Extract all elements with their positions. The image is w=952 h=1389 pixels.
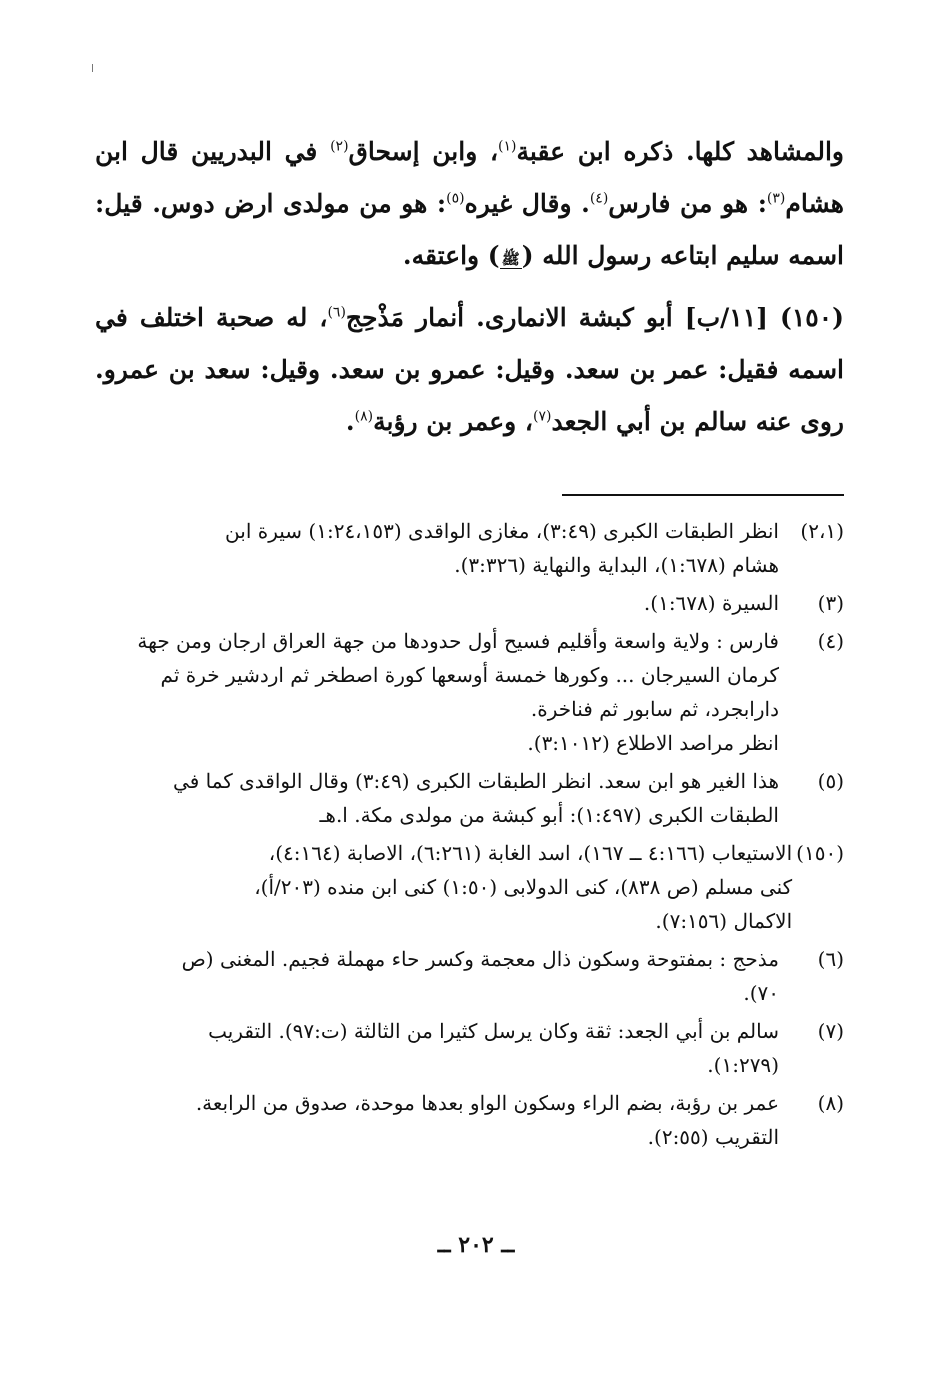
footnote-ref-4: (٤) xyxy=(589,190,609,207)
footnote-line: عمر بن رؤبة، بضم الراء وسكون الواو بعدها موحدة، صدوق من الرابعة. xyxy=(195,1091,779,1115)
footnote-line: السيرة (١:٦٧٨). xyxy=(643,591,779,615)
footnote-line: كرمان السيرجان ... وكورها خمسة أوسعها كورة اصطخر ثم اردشير خرة ثم xyxy=(160,663,779,687)
footnote-ref-5: (٥) xyxy=(446,190,465,207)
footnote-item xyxy=(95,586,844,620)
footnote-item xyxy=(95,1014,844,1082)
footnote-number: (٢،١) xyxy=(800,519,844,543)
footnote-line: التقريب (٢:٥٥). xyxy=(647,1125,779,1149)
footnote-line: انظر الطبقات الكبرى (٣:٤٩)، مغازى الواقدى (١:٢٤،١٥٣) سيرة ابن xyxy=(225,519,779,543)
footnote-separator xyxy=(562,494,844,496)
text-run: ، وابن إسحاق xyxy=(348,137,499,166)
footnote-number: (٤) xyxy=(817,629,844,653)
footnote-ref-3: (٣) xyxy=(766,190,786,207)
text-run: ) واعتقه. xyxy=(402,241,500,270)
footnote-number: (٥) xyxy=(817,769,844,793)
footnote-item xyxy=(95,1086,844,1154)
footnote-item xyxy=(95,836,844,938)
footnote-line: هشام (١:٦٧٨)، البداية والنهاية (٣:٣٢٦). xyxy=(454,553,779,577)
footnote-ref-1: (١) xyxy=(498,138,517,155)
footnote-line: هذا الغير هو ابن سعد. انظر الطبقات الكبرى (٣:٤٩) وقال الواقدى كما في xyxy=(173,769,779,793)
salawat-seal-icon: ﷺ xyxy=(501,250,520,268)
footnote-line: انظر مراصد الاطلاع (٣:١٠١٢). xyxy=(527,731,779,755)
text-run: . وقال غيره xyxy=(464,189,590,218)
text-run: : هو من مولدى ارض دوس. قيل: اسمه سليم ابتاعه رسول الله ( xyxy=(95,189,844,270)
footnote-text xyxy=(95,1086,779,1154)
footnote-ref-2: (٢) xyxy=(330,138,349,155)
footnote-item xyxy=(95,514,844,582)
text-run: ، له صحبة اختلف في اسمه فقيل: عمر بن سعد. وقيل: عمرو بن سعد. وقيل: سعد بن عمرو. روى عنه سالم بن أبي الجعد xyxy=(95,303,844,436)
footnote-number: (٣) xyxy=(817,591,844,615)
page-number: ــ ٢٠٢ ــ xyxy=(437,1232,515,1258)
footnote-ref-6: (٦) xyxy=(327,304,346,321)
footnote-number: (٨) xyxy=(817,1091,844,1115)
text-run: في البدريين قال ابن هشام xyxy=(95,137,844,218)
footnote-number: (١٥٠) xyxy=(796,841,844,865)
text-run: . xyxy=(345,407,355,436)
main-paragraph-2 xyxy=(95,292,844,448)
footnote-item xyxy=(95,942,844,1010)
footnote-text xyxy=(95,942,779,1010)
footnote-ref-8: (٨) xyxy=(354,408,374,425)
footnote-text xyxy=(95,764,779,832)
text-run: (١٥٠) [١١/ب] أبو كبشة الانمارى. أنمار مَذْحِج xyxy=(345,303,844,332)
text-run: ، وعمر بن رؤبة xyxy=(373,407,533,436)
footnote-ref-7: (٧) xyxy=(533,408,552,425)
footnote-line: كنى مسلم (ص ٨٣٨)، كنى الدولابى (١:٥٠) كنى ابن منده (٢٠٣/أ)، xyxy=(254,875,793,899)
footnote-item xyxy=(95,764,844,832)
footnote-text xyxy=(95,586,779,620)
text-run: : هو من فارس xyxy=(608,189,767,218)
footnote-line: ٧٠). xyxy=(743,981,779,1005)
main-paragraph-1 xyxy=(95,126,844,282)
footnote-text xyxy=(95,836,792,938)
footnote-line: دارابجرد، ثم سابور ثم فناخرة. xyxy=(530,697,779,721)
footnote-number: (٧) xyxy=(817,1019,844,1043)
footnote-line: الاستيعاب (٤:١٦٦ ــ ١٦٧)، اسد الغابة (٦:٢٦١)، الاصابة (٤:١٦٤)، xyxy=(268,841,793,865)
page-body xyxy=(95,126,844,1158)
footnote-item xyxy=(95,624,844,760)
footnotes-list xyxy=(95,514,844,1154)
footnote-line: سالم بن أبي الجعد: ثقة وكان يرسل كثيرا من الثالثة (ت:٩٧). التقريب xyxy=(208,1019,779,1043)
footnote-text xyxy=(95,514,779,582)
footnote-line: (١:٢٧٩). xyxy=(707,1053,779,1077)
text-run: والمشاهد كلها. ذكره ابن عقبة xyxy=(516,137,844,166)
footnote-line: فارس : ولاية واسعة وأقليم فسيح أول حدودها من جهة العراق ارجان ومن جهة xyxy=(137,629,779,653)
margin-mark xyxy=(92,64,93,72)
footnote-number: (٦) xyxy=(817,947,844,971)
footnote-line: الاكمال (٧:١٥٦). xyxy=(655,909,793,933)
footnote-line: مذحج : بمفتوحة وسكون ذال معجمة وكسر حاء مهملة فجيم. المغنى (ص xyxy=(181,947,779,971)
footnote-text xyxy=(95,624,779,760)
footnote-line: الطبقات الكبرى (١:٤٩٧): أبو كبشة من مولدى مكة. ا.هـ xyxy=(319,803,779,827)
footnote-text xyxy=(95,1014,779,1082)
